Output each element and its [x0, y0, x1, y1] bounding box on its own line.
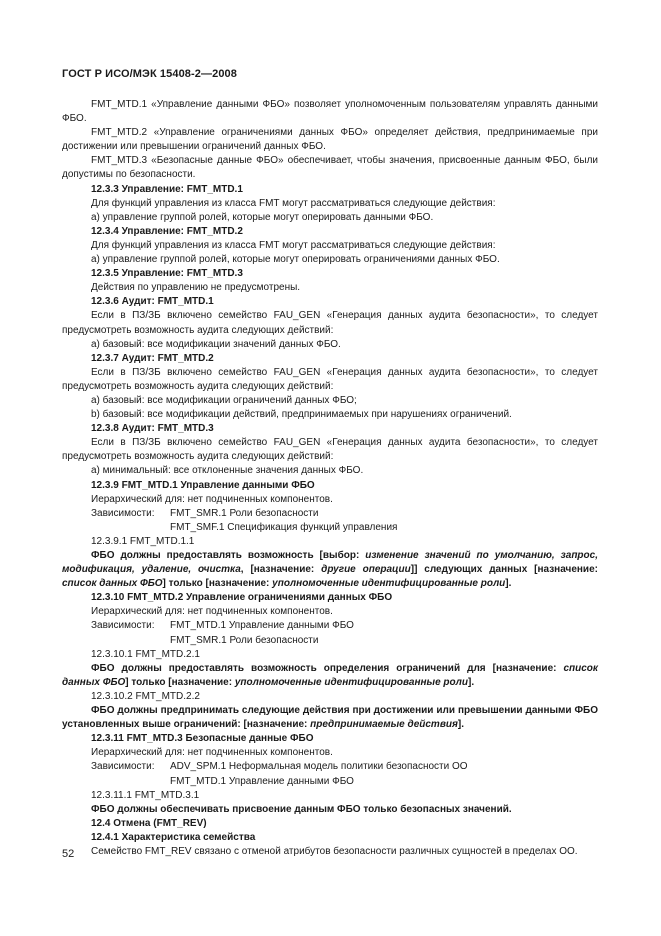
element-id: 12.3.11.1 FMT_MTD.3.1	[91, 789, 200, 801]
dependency-item: FMT_SMR.1 Роли безопасности	[170, 634, 319, 646]
section-heading: 12.3.9 FMT_MTD.1 Управление данными ФБО	[91, 479, 315, 491]
page-number: 52	[62, 848, 75, 860]
paragraph: Семейство FMT_REV связано с отменой атрибутов безопасности различных сущностей в пределах ОО.	[91, 845, 578, 857]
paragraph: FMT_MTD.1 «Управление данными ФБО» позволяет уполномоченным пользователям управлять данными ФБО.	[62, 99, 598, 125]
dependency-item: FMT_SMR.1 Роли безопасности	[170, 507, 319, 519]
section-heading: 12.3.7 Аудит: FMT_MTD.2	[91, 352, 214, 364]
list-item: b) базовый: все модификации действий, предпринимаемых при нарушениях ограничений.	[91, 409, 512, 421]
paragraph: Иерархический для: нет подчиненных компонентов.	[91, 747, 333, 759]
section-heading: 12.3.11 FMT_MTD.3 Безопасные данные ФБО	[91, 733, 314, 745]
paragraph: FMT_MTD.2 «Управление ограничениями данных ФБО» определяет действия, предпринимаемые при достижении или превышении ограничений данных ФБО.	[62, 127, 598, 153]
list-item: а) управление группой ролей, которые могут оперировать ограничениями данных ФБО.	[91, 254, 500, 266]
dependencies-row	[62, 760, 598, 774]
section-heading: 12.3.5 Управление: FMT_MTD.3	[91, 268, 243, 280]
dependency-item: FMT_SMF.1 Спецификация функций управления	[170, 521, 398, 533]
paragraph: Иерархический для: нет подчиненных компонентов.	[91, 493, 333, 505]
list-item: а) базовый: все модификации ограничений данных ФБО;	[91, 394, 357, 406]
list-item: а) управление группой ролей, которые могут оперировать данными ФБО.	[91, 211, 434, 223]
dependency-item: ADV_SPM.1 Неформальная модель политики безопасности ОО	[170, 761, 468, 773]
paragraph: FMT_MTD.3 «Безопасные данные ФБО» обеспечивает, чтобы значения, присвоенные данным ФБО, были допустимы по безопасности.	[62, 155, 598, 181]
section-heading: 12.4.1 Характеристика семейства	[91, 831, 256, 843]
dependencies-row	[62, 619, 598, 633]
dependencies-label: Зависимости:	[91, 620, 155, 632]
requirement-text: ФБО должны предоставлять возможность определения ограничений для [назначение: список данных ФБО] только [назначение: уполномоченные идентифицированные роли].	[62, 662, 598, 688]
requirement-text: ФБО должны обеспечивать присвоение данным ФБО только безопасных значений.	[91, 803, 512, 815]
paragraph: Действия по управлению не предусмотрены.	[91, 282, 301, 294]
list-item: а) базовый: все модификации значений данных ФБО.	[91, 338, 341, 350]
document-header: ГОСТ Р ИСО/МЭК 15408-2—2008	[62, 68, 237, 80]
section-heading: 12.3.4 Управление: FMT_MTD.2	[91, 225, 243, 237]
document-body	[62, 98, 598, 859]
element-id: 12.3.10.1 FMT_MTD.2.1	[91, 648, 200, 660]
paragraph: Если в ПЗ/ЗБ включено семейство FAU_GEN «Генерация данных аудита безопасности», то следует предусмотреть возможность аудита следующих действий:	[62, 437, 598, 463]
paragraph: Для функций управления из класса FMT могут рассматриваться следующие действия:	[91, 239, 496, 251]
section-heading: 12.3.10 FMT_MTD.2 Управление ограничениями данных ФБО	[91, 592, 393, 604]
dependencies-label: Зависимости:	[91, 507, 155, 519]
section-heading: 12.3.6 Аудит: FMT_MTD.1	[91, 296, 214, 308]
paragraph: Если в ПЗ/ЗБ включено семейство FAU_GEN «Генерация данных аудита безопасности», то следует предусмотреть возможность аудита следующих действий:	[62, 310, 598, 336]
section-heading: 12.4 Отмена (FMT_REV)	[91, 817, 207, 829]
paragraph: Иерархический для: нет подчиненных компонентов.	[91, 606, 333, 618]
element-id: 12.3.10.2 FMT_MTD.2.2	[91, 690, 200, 702]
dependency-item: FMT_MTD.1 Управление данными ФБО	[170, 620, 354, 632]
paragraph: Для функций управления из класса FMT могут рассматриваться следующие действия:	[91, 197, 496, 209]
section-heading: 12.3.8 Аудит: FMT_MTD.3	[91, 423, 214, 435]
requirement-text: ФБО должны предоставлять возможность [выбор: изменение значений по умолчанию, запрос, модификация, удаление, очистка, [назначение: другие операции]] следующих данных [назначение: список данных ФБО] только [назначение: уполномоченные идентифицированные роли].	[62, 550, 598, 590]
dependencies-label: Зависимости:	[91, 761, 155, 773]
paragraph: Если в ПЗ/ЗБ включено семейство FAU_GEN «Генерация данных аудита безопасности», то следует предусмотреть возможность аудита следующих действий:	[62, 366, 598, 392]
dependency-item: FMT_MTD.1 Управление данными ФБО	[170, 775, 354, 787]
element-id: 12.3.9.1 FMT_MTD.1.1	[91, 535, 195, 547]
section-heading: 12.3.3 Управление: FMT_MTD.1	[91, 183, 243, 195]
dependencies-row	[62, 507, 598, 521]
requirement-text: ФБО должны предпринимать следующие действия при достижении или превышении данными ФБО установленных выше ограничений: [назначение: предпринимаемые действия].	[62, 705, 598, 731]
list-item: а) минимальный: все отклоненные значения данных ФБО.	[91, 465, 364, 477]
